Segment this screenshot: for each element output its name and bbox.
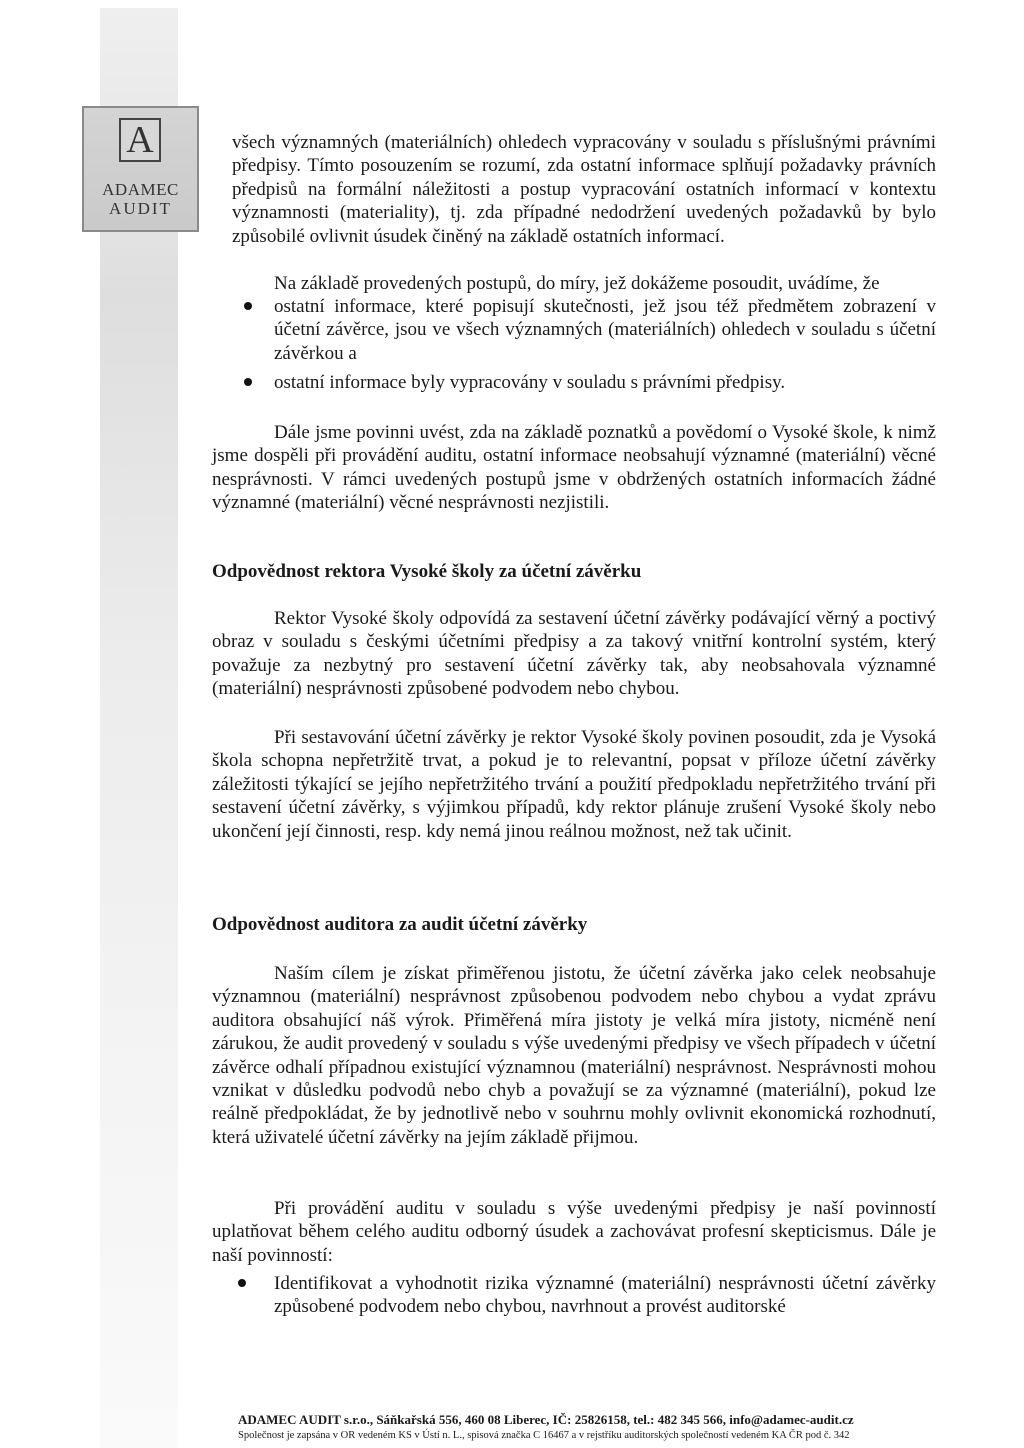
- section-heading-rector: Odpovědnost rektora Vysoké školy za účetní závěrku: [212, 561, 642, 582]
- paragraph-intro: všech významných (materiálních) ohledech vypracovány v souladu s příslušnými právními předpisy. Tímto posouzením se rozumí, zda ostatní informace splňují požadavky právních předpisů na formální náležitosti a postup vypracování ostatních informací v kontextu významnosti (materiality), tj. zda případné nedodržení uvedených požadavků by bylo způsobilé ovlivnit úsudek činěný na základě ostatních informací.: [232, 132, 936, 247]
- footer-company-info: ADAMEC AUDIT s.r.o., Sáňkařská 556, 460 08 Liberec, IČ: 25826158, tel.: 482 345 566, info@adamec-audit.cz: [238, 1412, 854, 1427]
- bullet-dot: [244, 302, 252, 310]
- paragraph-auditor-1: Naším cílem je získat přiměřenou jistotu, že účetní závěrka jako celek neobsahuje významnou (materiální) nesprávnost způsobenou podvodem nebo chybou a vydat zprávu auditora obsahující náš výrok. Přiměřená míra jistoty je velká míra jistoty, nicméně není zárukou, že audit provedený v souladu s výše uvedenými předpisy ve všech případech v účetní závěrce odhalí případnou existující významnou (materiální) nesprávnost. Nesprávnosti mohou vznikat v důsledku podvodů nebo chyb a považují se za významné (materiální), pokud lze reálně předpokládat, že by jednotlivě nebo v souhrnu mohly ovlivnit ekonomická rozhodnutí, která uživatelé účetní závěrky na jejím základě přijmou.: [212, 963, 936, 1148]
- paragraph-further: Dále jsme povinni uvést, zda na základě poznatků a povědomí o Vysoké škole, k nimž jsme dospěli při provádění auditu, ostatní informace neobsahují významné (materiální) věcné nesprávnosti. V rámci uvedených postupů jsme v obdržených ostatních informacích žádné významné (materiální) věcné nesprávnosti nezjistili.: [212, 422, 936, 514]
- logo-letter: A: [119, 118, 161, 162]
- bullet-item: Identifikovat a vyhodnotit rizika významné (materiální) nesprávnosti účetní závěrky způsobené podvodem nebo chybou, navrhnout a provést auditorské: [274, 1273, 936, 1318]
- logo-line-1: ADAMEC: [102, 180, 179, 199]
- section-heading-auditor: Odpovědnost auditora za audit účetní závěrky: [212, 914, 588, 935]
- bullet-dot: [244, 378, 252, 386]
- paragraph-procedures-intro: Na základě provedených postupů, do míry, jež dokážeme posoudit, uvádíme, že: [274, 273, 880, 294]
- paragraph-rector-1: Rektor Vysoké školy odpovídá za sestavení účetní závěrky podávající věrný a poctivý obraz v souladu s českými účetními předpisy a za takový vnitřní kontrolní systém, který považuje za nezbytný pro sestavení účetní závěrky tak, aby neobsahovala významné (materiální) nesprávnosti způsobené podvodem nebo chybou.: [212, 608, 936, 700]
- bullet-dot: [238, 1279, 246, 1287]
- paragraph-rector-2: Při sestavování účetní závěrky je rektor Vysoké školy povinen posoudit, zda je Vysoká škola schopna nepřetržitě trvat, a pokud je to relevantní, popsat v příloze účetní závěrky záležitosti týkající se jejího nepřetržitého trvání a použití předpokladu nepřetržitého trvání při sestavení účetní závěrky, s výjimkou případů, kdy rektor plánuje zrušení Vysoké školy nebo ukončení její činnosti, resp. kdy nemá jinou reálnou možnost, než tak učinit.: [212, 727, 936, 842]
- bullet-item: ostatní informace byly vypracovány v souladu s právními předpisy.: [274, 372, 786, 393]
- paragraph-auditor-2: Při provádění auditu v souladu s výše uvedenými předpisy je naší povinností uplatňovat během celého auditu odborný úsudek a zachovávat profesní skepticismus. Dále je naší povinností:: [212, 1198, 936, 1266]
- logo-line-2: AUDIT: [109, 199, 172, 218]
- footer-registration-info: Společnost je zapsána v OR vedeném KS v Ústí n. L., spisová značka C 16467 a v rejstříku auditorských společností vedeném KA ČR pod č. 342: [238, 1430, 850, 1441]
- company-logo: [82, 106, 199, 232]
- bullet-item: ostatní informace, které popisují skutečnosti, jež jsou též předmětem zobrazení v účetní závěrce, jsou ve všech významných (materiálních) ohledech v souladu s účetní závěrkou a: [274, 296, 936, 364]
